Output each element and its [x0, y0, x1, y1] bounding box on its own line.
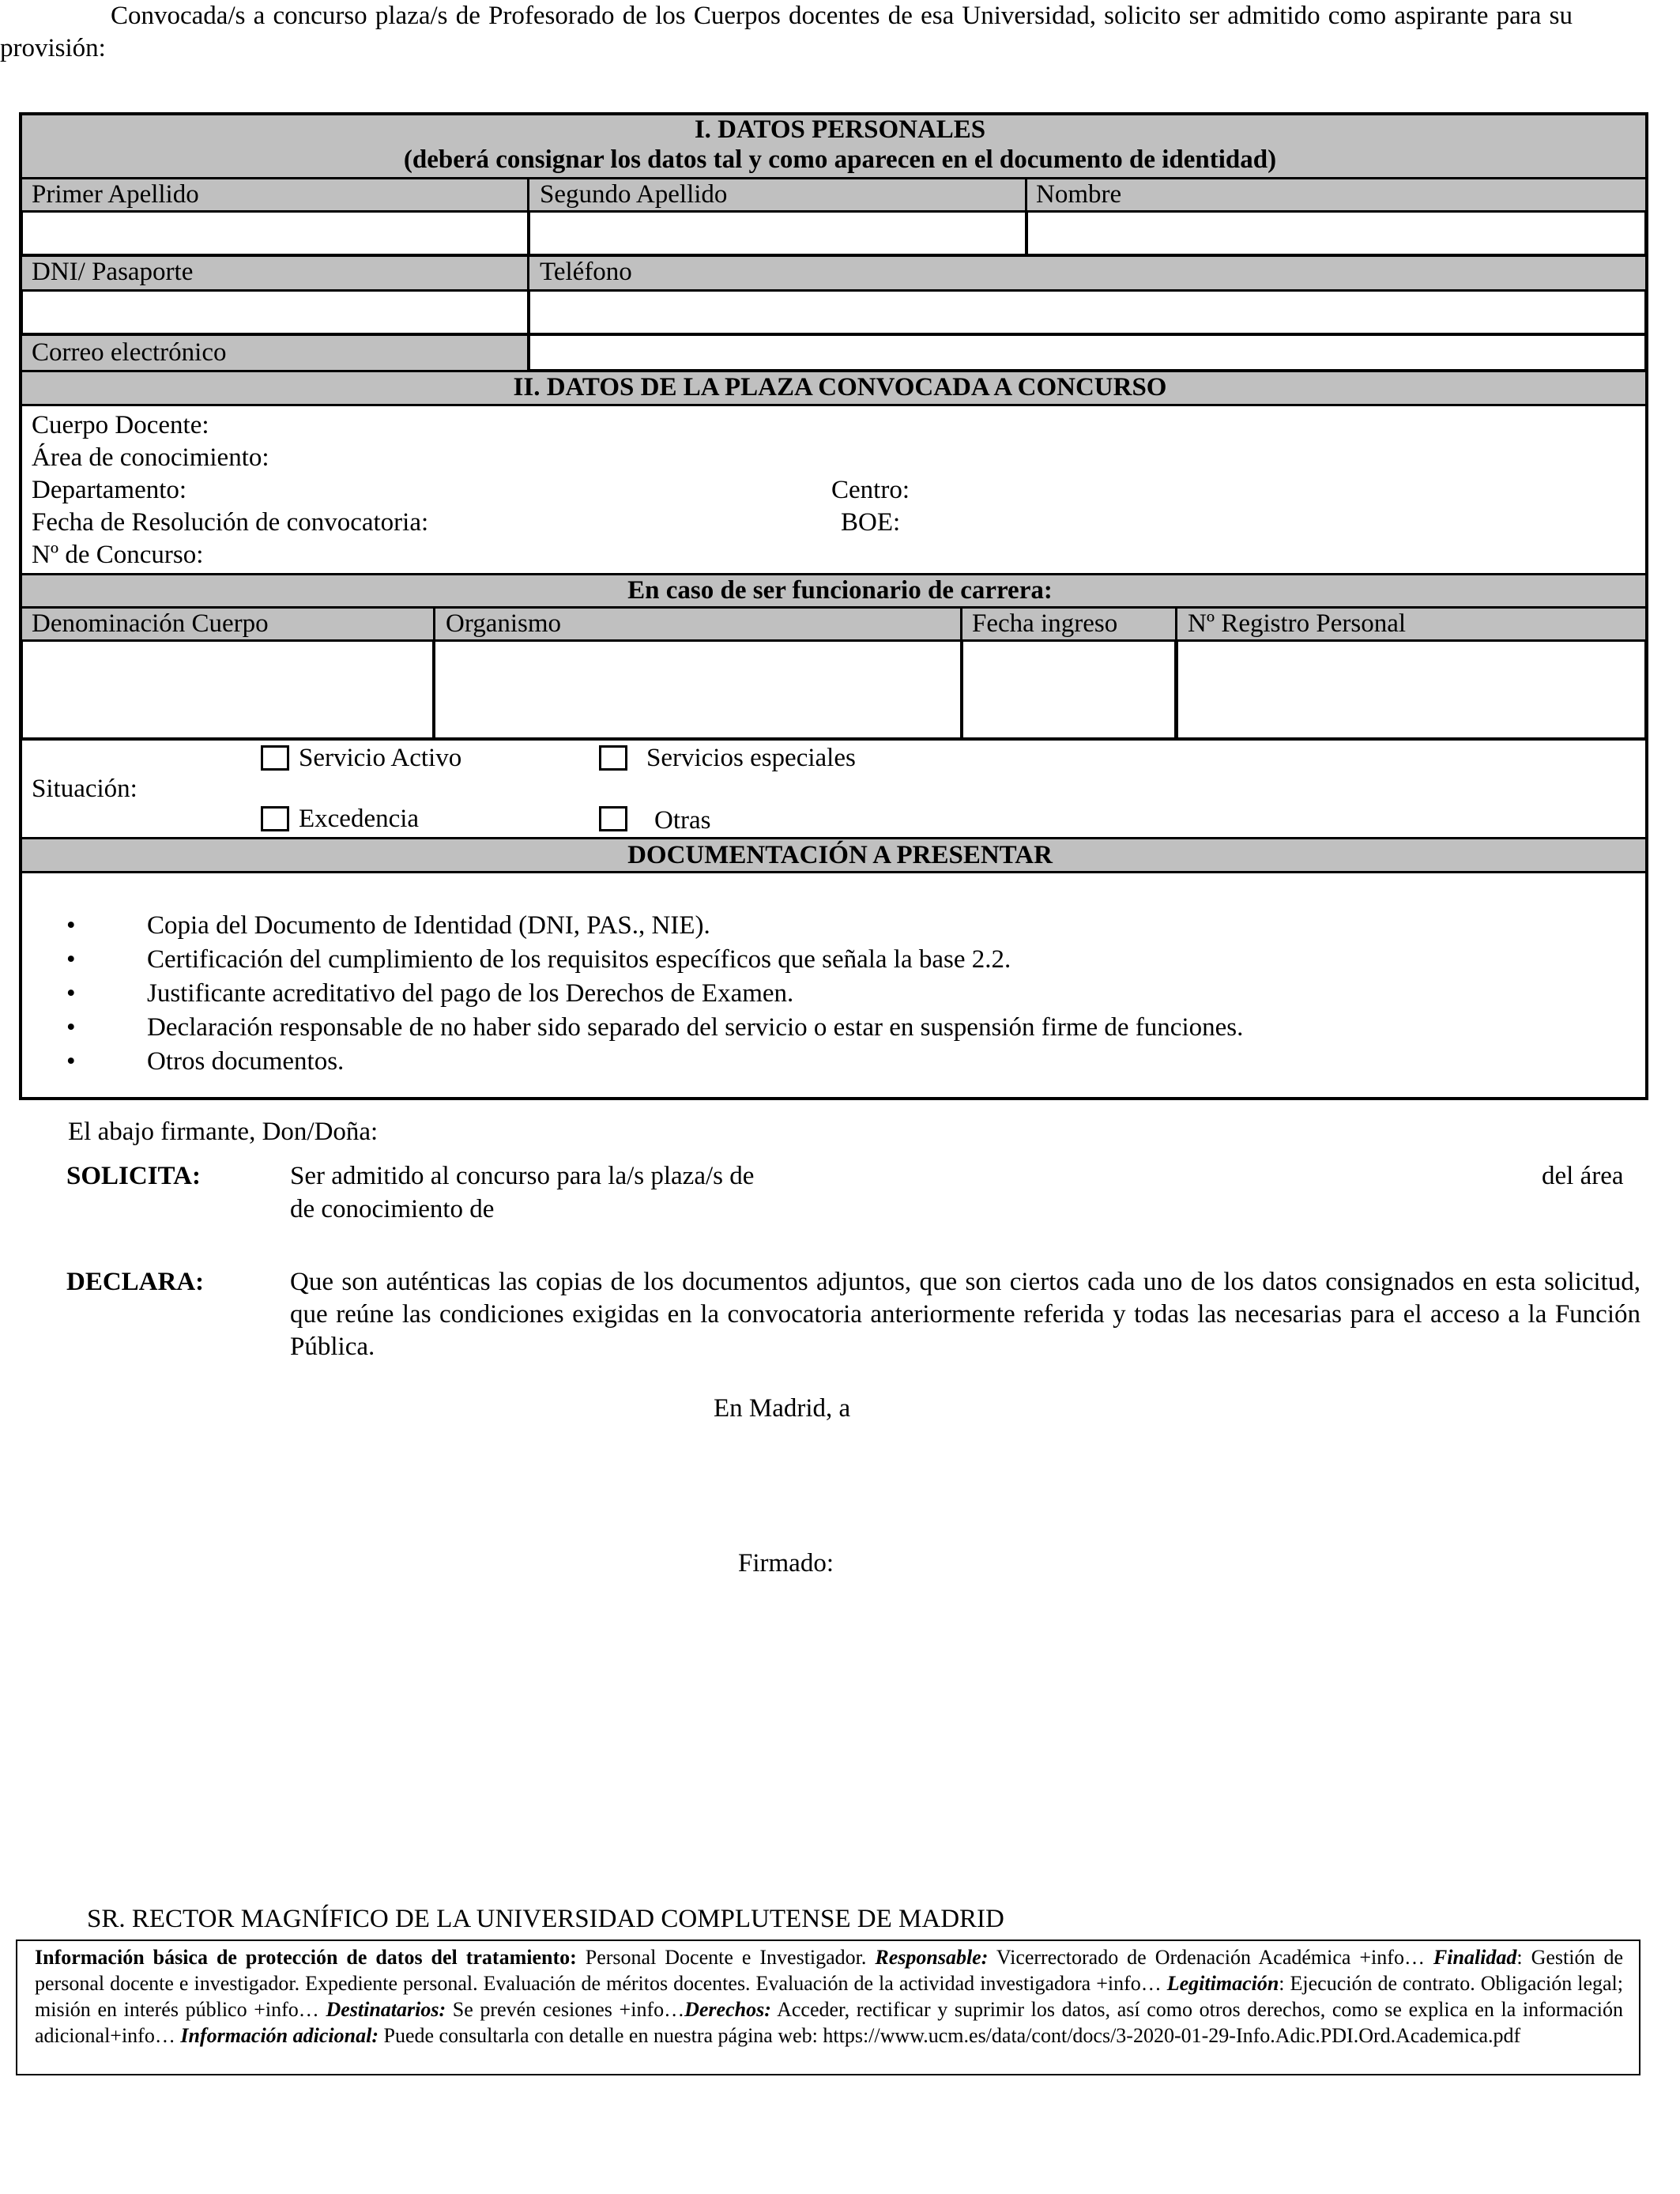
footer-text: Personal Docente e Investigador.	[576, 1946, 876, 1969]
firmado-label: Firmado:	[738, 1549, 834, 1578]
rule	[22, 177, 1645, 179]
segundo-apellido-field[interactable]	[528, 210, 1027, 256]
servicio-activo-checkbox[interactable]	[261, 745, 289, 771]
excedencia-label: Excedencia	[299, 805, 420, 833]
rule	[22, 871, 1645, 873]
denominacion-label: Denominación Cuerpo	[32, 609, 269, 638]
footer-text: : Ejecución de contrato. Obligación legal; misión en interés público +info…	[35, 1972, 1623, 2021]
list-item: • Otros documentos.	[66, 1045, 1243, 1079]
documentacion-list	[66, 909, 1243, 1079]
list-item: • Declaración responsable de no haber sido separado del servicio o estar en suspensión firme de funciones.	[66, 1011, 1243, 1045]
rector-line: SR. RECTOR MAGNÍFICO DE LA UNIVERSIDAD COMPLUTENSE DE MADRID	[87, 1905, 1004, 1933]
denominacion-field[interactable]	[21, 639, 435, 740]
funcionario-title: En caso de ser funcionario de carrera:	[627, 576, 1053, 605]
segundo-apellido-label: Segundo Apellido	[540, 180, 728, 209]
telefono-label: Teléfono	[540, 258, 632, 286]
dni-field[interactable]	[21, 289, 529, 335]
telefono-field[interactable]	[528, 289, 1647, 335]
situacion-label: Situación:	[32, 775, 137, 803]
footer-text: : Gestión de personal docente e investigador. Expediente personal. Evaluación de méritos docentes. Evaluación de la actividad investigadora +info…	[35, 1946, 1623, 1995]
fecha-ingreso-field[interactable]	[961, 639, 1177, 740]
firmante-line: El abajo firmante, Don/Doña:	[68, 1118, 379, 1146]
intro-paragraph	[0, 0, 1573, 65]
fecha-resolucion-label: Fecha de Resolución de convocatoria:	[32, 508, 429, 537]
solicita-text-b: del área	[1542, 1162, 1624, 1190]
footer-bold: Derechos:	[684, 1998, 771, 2021]
footer-text: Puede consultarla con detalle en nuestra página web: https://www.ucm.es/data/cont/docs/3-2020-01-29-Info.Adic.PDI.Ord.Academica.pdf	[378, 2024, 1521, 2047]
footer-bold: Finalidad	[1433, 1946, 1517, 1969]
section1-title: I. DATOS PERSONALES	[694, 115, 986, 144]
correo-field[interactable]	[528, 334, 1647, 371]
solicita-label: SOLICITA:	[66, 1162, 201, 1190]
otras-checkbox[interactable]	[599, 806, 627, 831]
data-protection-notice	[16, 1940, 1640, 2075]
footer-bold: Información adicional:	[180, 2024, 379, 2047]
registro-label: Nº Registro Personal	[1188, 609, 1407, 638]
lugar-fecha: En Madrid, a	[714, 1394, 851, 1423]
footer-bold: Información básica de protección de datos del tratamiento:	[35, 1946, 577, 1969]
cuerpo-docente-label: Cuerpo Docente:	[32, 411, 209, 439]
section2-title: II. DATOS DE LA PLAZA CONVOCADA A CONCURSO	[513, 373, 1167, 401]
primer-apellido-label: Primer Apellido	[32, 180, 199, 209]
rule	[22, 404, 1645, 406]
servicios-especiales-checkbox[interactable]	[599, 745, 627, 771]
excedencia-checkbox[interactable]	[261, 806, 289, 831]
area-label: Área de conocimiento:	[32, 443, 269, 472]
servicio-activo-label: Servicio Activo	[299, 744, 462, 772]
footer-bold: Responsable:	[875, 1946, 989, 1969]
solicita-text-a: Ser admitido al concurso para la/s plaza/s de	[290, 1162, 755, 1190]
organismo-label: Organismo	[446, 609, 562, 638]
list-item: • Certificación del cumplimiento de los requisitos específicos que señala la base 2.2.	[66, 943, 1243, 977]
footer-text: Vicerrectorado de Ordenación Académica +info…	[988, 1946, 1433, 1969]
otras-label: Otras	[654, 806, 711, 835]
declara-text: Que son auténticas las copias de los documentos adjuntos, que son ciertos cada uno de los datos consignados en esta solicitud, que reúne las condiciones exigidas en la convocatoria anteriormente referida y todas las necesarias para el acceso a la Función Pública.	[290, 1268, 1640, 1361]
list-item: • Justificante acreditativo del pago de los Derechos de Examen.	[66, 977, 1243, 1011]
list-item: • Copia del Documento de Identidad (DNI, PAS., NIE).	[66, 909, 1243, 943]
nombre-field[interactable]	[1026, 210, 1647, 256]
intro-text: Convocada/s a concurso plaza/s de Profesorado de los Cuerpos docentes de esa Universidad, solicito ser admitido como aspirante para su provisión:	[0, 2, 1573, 62]
boe-label: BOE:	[841, 508, 901, 537]
footer-text: Acceder, rectificar y suprimir los datos, así como otros derechos, como se explica en la información adicional+info…	[35, 1998, 1623, 2047]
footer-text: Se prevén cesiones +info…	[446, 1998, 685, 2021]
departamento-label: Departamento:	[32, 476, 187, 504]
centro-label: Centro:	[831, 476, 910, 504]
dni-label: DNI/ Pasaporte	[32, 258, 194, 286]
registro-field[interactable]	[1176, 639, 1647, 740]
servicios-especiales-label: Servicios especiales	[646, 744, 856, 772]
primer-apellido-field[interactable]	[21, 210, 529, 256]
documentacion-title: DOCUMENTACIÓN A PRESENTAR	[627, 841, 1053, 869]
footer-bold: Legitimación	[1166, 1972, 1279, 1995]
solicita-text-c: de conocimiento de	[290, 1195, 495, 1223]
section1-subtitle: (deberá consignar los datos tal y como aparecen en el documento de identidad)	[403, 145, 1277, 174]
fecha-ingreso-label: Fecha ingreso	[972, 609, 1118, 638]
declara-label: DECLARA:	[66, 1268, 205, 1296]
correo-label: Correo electrónico	[32, 338, 227, 367]
nombre-label: Nombre	[1036, 180, 1122, 209]
organismo-field[interactable]	[433, 639, 962, 740]
footer-bold: Destinatarios:	[326, 1998, 446, 2021]
num-concurso-label: Nº de Concurso:	[32, 541, 204, 569]
